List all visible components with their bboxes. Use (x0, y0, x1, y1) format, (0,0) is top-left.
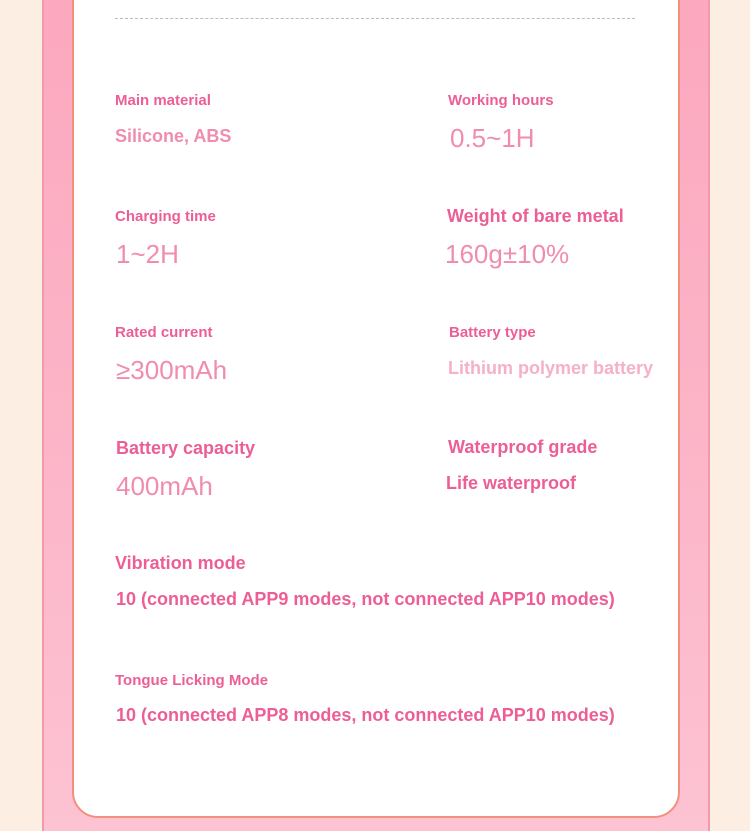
spec-label-tongue-licking-mode: Tongue Licking Mode (115, 672, 269, 689)
spec-value-main-material: Silicone, ABS (115, 126, 232, 146)
spec-label-rated-current: Rated current (115, 324, 213, 341)
spec-label-main-material: Main material (115, 92, 211, 109)
spec-value-working-hours: 0.5~1H (450, 123, 535, 153)
spec-label-vibration-mode: Vibration mode (115, 553, 246, 573)
spec-label-charging-time: Charging time (115, 208, 216, 225)
spec-label-working-hours: Working hours (448, 92, 554, 109)
dashed-divider (115, 18, 635, 19)
spec-value-tongue-licking-mode: 10 (connected APP8 modes, not connected APP10 modes) (116, 705, 615, 725)
spec-value-battery-type: Lithium polymer battery (448, 358, 654, 378)
spec-value-battery-capacity: 400mAh (116, 471, 213, 501)
spec-value-waterproof-grade: Life waterproof (446, 473, 577, 493)
spec-value-weight: 160g±10% (445, 239, 570, 269)
spec-value-charging-time: 1~2H (116, 239, 179, 269)
spec-label-battery-type: Battery type (449, 324, 536, 341)
spec-label-weight: Weight of bare metal (447, 206, 624, 226)
spec-label-battery-capacity: Battery capacity (116, 438, 256, 458)
spec-value-vibration-mode: 10 (connected APP9 modes, not connected APP10 modes) (116, 589, 615, 609)
spec-value-rated-current: ≥300mAh (116, 355, 228, 385)
spec-card (72, 0, 680, 818)
spec-label-waterproof-grade: Waterproof grade (448, 437, 598, 457)
